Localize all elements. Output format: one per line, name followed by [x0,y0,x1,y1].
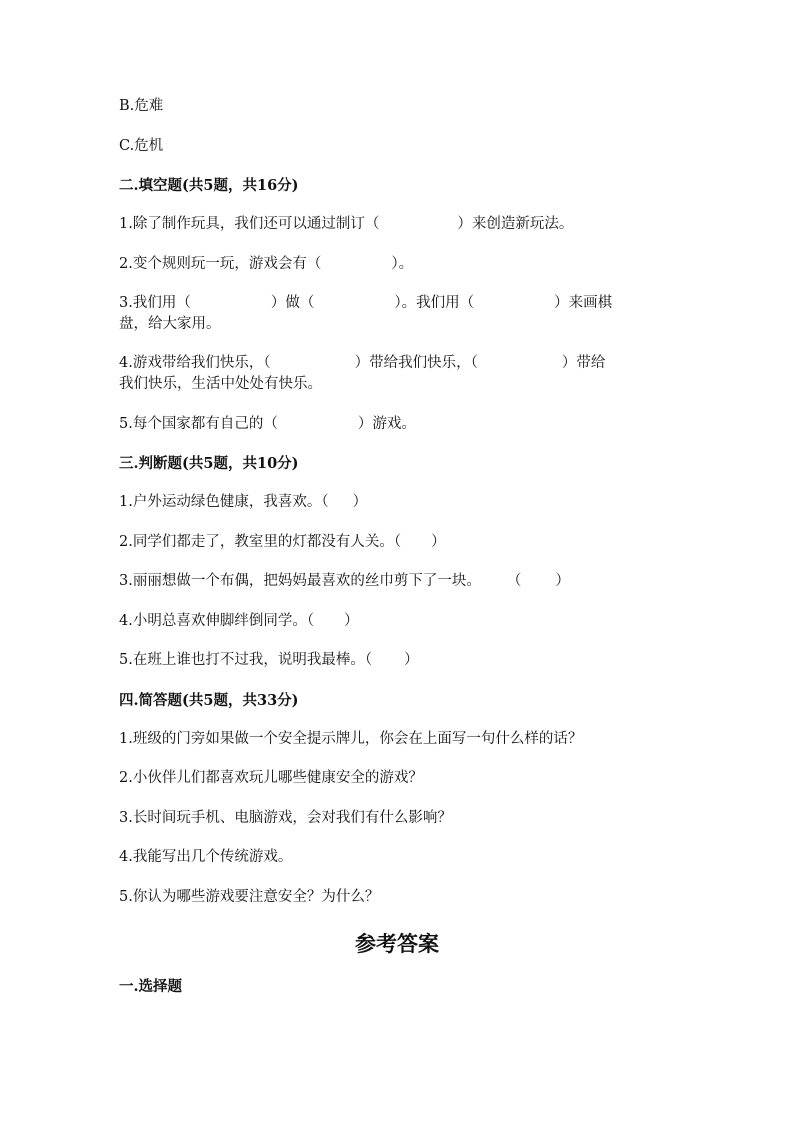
fill-q3-p4: ）来画棋 [554,295,613,311]
short-question-5: 5.你认为哪些游戏要注意安全？为什么？ [119,889,380,905]
option-b: B.危难 [119,98,164,114]
judge-q1-pre: 1.户外运动绿色健康，我喜欢。（ [119,494,329,510]
answers-section1-heading: 一.选择题 [119,978,183,995]
judge-q5-post: ） [404,652,419,668]
judge-q1-post: ） [352,494,368,510]
fill-q5-pre: 5.每个国家都有自己的（ [119,416,278,432]
section2-heading: 二.填空题(共5题，共16分) [119,177,299,194]
section4-heading: 四.简答题(共5题，共33分) [119,692,299,709]
judge-q4-pre: 4.小明总喜欢伸脚绊倒同学。（ [119,613,315,629]
fill-q4-p2: ）带给我们快乐，（ [354,355,478,371]
short-question-4: 4.我能写出几个传统游戏。 [119,849,293,865]
short-question-3: 3.长时间玩手机、电脑游戏，会对我们有什么影响？ [119,810,452,826]
fill-q3-p1: 3.我们用（ [119,295,191,311]
fill-q4-p1: 4.游戏带给我们快乐，（ [119,355,271,371]
judge-question-5 [119,650,679,671]
fill-q2-pre: 2.变个规则玩一玩，游戏会有（ [119,256,322,272]
fill-q3-p2: ）做（ [270,295,315,311]
judge-question-4 [119,611,679,632]
judge-question-3 [119,571,679,592]
fill-q3-p3: ）。我们用（ [394,295,475,311]
fill-q4-p3: ）带给 [561,355,606,371]
fill-question-3 [119,293,679,314]
judge-q4-post: ） [344,613,359,629]
answers-title: 参考答案 [355,931,439,956]
fill-q5-post: ）游戏。 [357,416,416,432]
fill-q1-post: ）来创造新玩法。 [457,216,574,232]
short-question-1: 1.班级的门旁如果做一个安全提示牌儿，你会在上面写一句什么样的话？ [119,731,583,747]
option-c: C.危机 [119,138,164,154]
fill-question-3-line2: 盘，给大家用。 [119,316,221,332]
fill-question-1 [119,214,679,235]
judge-question-1 [119,492,679,513]
fill-question-2 [119,254,679,275]
fill-q2-post: ）。 [391,256,414,272]
judge-question-2 [119,532,679,553]
judge-q2-post: ） [431,534,446,550]
fill-question-4-line2: 我们快乐，生活中处处有快乐。 [119,376,322,392]
section3-heading: 三.判断题(共5题，共10分) [119,455,299,472]
judge-q5-pre: 5.在班上谁也打不过我，说明我最棒。（ [119,652,373,668]
fill-q1-pre: 1.除了制作玩具，我们还可以通过制订（ [119,216,380,232]
judge-q3-pre: 3.丽丽想做一个布偶，把妈妈最喜欢的丝巾剪下了一块。 [119,573,481,589]
short-question-2: 2.小伙伴儿们都喜欢玩儿哪些健康安全的游戏？ [119,770,423,786]
judge-q3-post: ） [555,573,570,589]
judge-q2-pre: 2.同学们都走了，教室里的灯都没有人关。（ [119,534,402,550]
fill-question-5 [119,414,679,435]
fill-question-4 [119,353,679,374]
judge-q3-open: （ [506,573,522,589]
